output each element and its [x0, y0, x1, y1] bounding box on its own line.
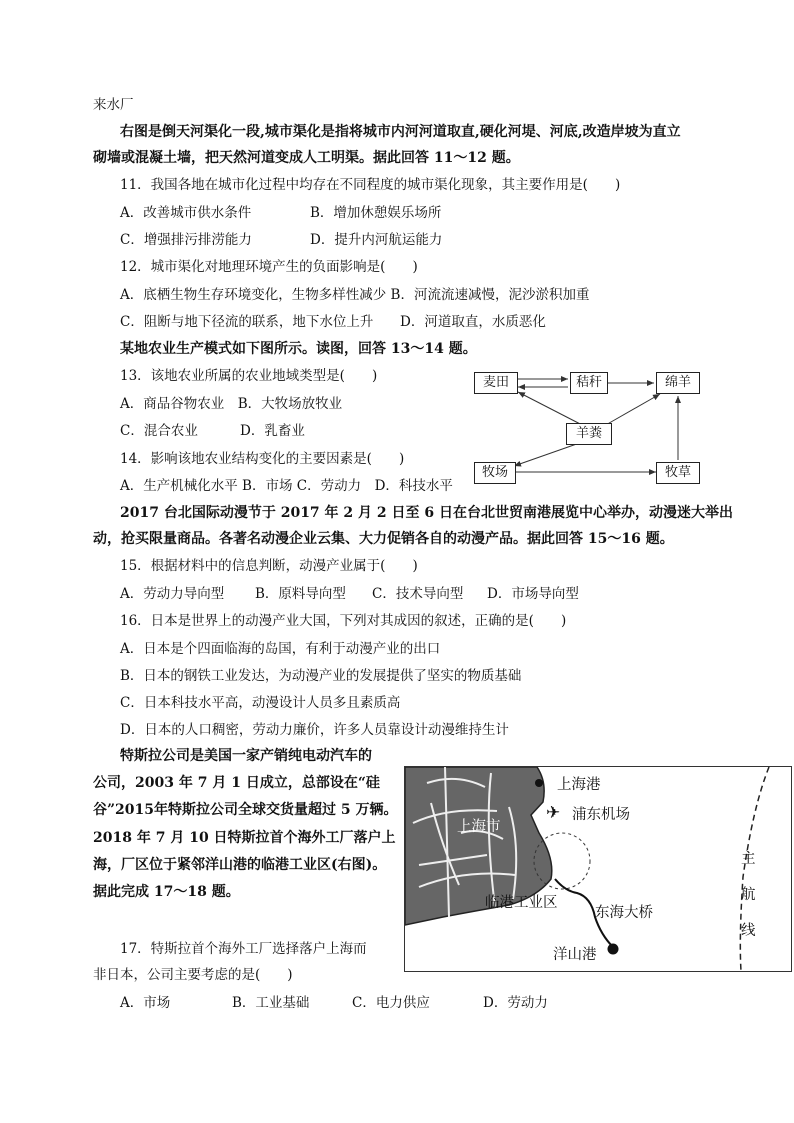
q15-option-b: B．原料导向型 — [255, 586, 346, 602]
q14-options: A．生产机械化水平 B．市场 C．劳动力 D．科技水平 — [120, 478, 453, 494]
airplane-icon: ✈ — [546, 803, 561, 823]
q11-stem: 11．我国各地在城市化过程中均存在不同程度的城市渠化现象，其主要作用是( ) — [120, 177, 621, 193]
node-sheep-manure: 羊粪 — [566, 423, 612, 445]
map-graphic — [405, 767, 791, 971]
intro-17-18-line1: 特斯拉公司是美国一家产销纯电动汽车的 — [120, 748, 372, 764]
q12-option-ab: A．底栖生物生存环境变化，生物多样性减少 B．河流流速减慢，泥沙淤积加重 — [120, 287, 590, 303]
q13-option-c: C．混合农业 — [120, 423, 198, 439]
q12-option-d: D．河道取直，水质恶化 — [400, 314, 546, 330]
q17-stem-line2: 非日本，公司主要考虑的是( ) — [93, 967, 293, 983]
q17-option-d: D．劳动力 — [483, 995, 548, 1011]
intro-11-12-line2: 砌墙或混凝土墙，把天然河道变成人工明渠。据此回答 11～12 题。 — [93, 150, 520, 166]
label-pudong-airport: 浦东机场 — [572, 807, 630, 823]
label-shanghai-port: 上海港 — [557, 777, 601, 793]
q14-stem: 14．影响该地农业结构变化的主要因素是( ) — [120, 451, 405, 467]
intro-17-18-line6: 据此完成 17～18 题。 — [93, 884, 240, 900]
agriculture-diagram — [470, 368, 710, 488]
node-wheat-field: 麦田 — [474, 372, 518, 394]
q15-option-a: A．劳动力导向型 — [120, 586, 225, 602]
node-sheep: 绵羊 — [656, 372, 700, 394]
q17-option-b: B．工业基础 — [232, 995, 310, 1011]
intro-15-16-line2: 动，抢买限量商品。各著名动漫企业云集、大力促销各自的动漫产品。据此回答 15～16 题。 — [93, 531, 674, 547]
q12-option-c: C．阻断与地下径流的联系，地下水位上升 — [120, 314, 374, 330]
label-shipping-route-2: 航 — [741, 887, 756, 903]
q16-option-d: D．日本的人口稠密，劳动力廉价，许多人员靠设计动漫维持生计 — [120, 722, 509, 738]
q15-option-d: D．市场导向型 — [487, 586, 579, 602]
label-donghai-bridge: 东海大桥 — [595, 905, 653, 921]
top-fragment: 来水厂 — [93, 97, 134, 113]
q13-stem: 13．该地农业所属的农业地域类型是( ) — [120, 368, 378, 384]
q11-option-a: A．改善城市供水条件 — [120, 205, 252, 221]
node-straw: 秸秆 — [570, 372, 608, 394]
intro-17-18-line5: 海，厂区位于紧邻洋山港的临港工业区(右图)。 — [93, 857, 387, 873]
intro-15-16-line1: 2017 台北国际动漫节于 2017 年 2 月 2 日至 6 日在台北世贸南港展览中心举办，动漫迷大举出 — [120, 505, 734, 521]
shanghai-map — [404, 766, 792, 972]
intro-17-18-line2: 公司，2003 年 7 月 1 日成立，总部设在“硅 — [93, 775, 380, 791]
q17-option-a: A．市场 — [120, 995, 171, 1011]
q16-option-b: B．日本的钢铁工业发达，为动漫产业的发展提供了坚实的物质基础 — [120, 668, 522, 684]
label-shanghai-city: 上海市 — [457, 819, 501, 835]
q13-option-ab: A．商品谷物农业 B．大牧场放牧业 — [120, 396, 343, 412]
q16-option-c: C．日本科技水平高，动漫设计人员多且素质高 — [120, 695, 401, 711]
intro-13-14: 某地农业生产模式如下图所示。读图，回答 13～14 题。 — [120, 341, 477, 357]
q12-stem: 12．城市渠化对地理环境产生的负面影响是( ) — [120, 259, 418, 275]
intro-17-18-line4: 2018 年 7 月 10 日特斯拉首个海外工厂落户上 — [93, 830, 396, 846]
node-forage-grass: 牧草 — [656, 462, 700, 484]
q15-option-c: C．技术导向型 — [372, 586, 464, 602]
q15-stem: 15．根据材料中的信息判断，动漫产业属于( ) — [120, 558, 418, 574]
intro-17-18-line3: 谷”2015年特斯拉公司全球交货量超过 5 万辆。 — [93, 802, 398, 818]
node-pasture: 牧场 — [474, 462, 516, 484]
intro-11-12-line1: 右图是倒天河渠化一段,城市渠化是指将城市内河河道取直,硬化河堤、河底,改造岸坡为直立 — [120, 124, 681, 140]
label-lingang-industrial-zone: 临港工业区 — [485, 895, 558, 911]
q17-option-c: C．电力供应 — [352, 995, 430, 1011]
q11-option-d: D．提升内河航运能力 — [310, 232, 443, 248]
label-yangshan-port: 洋山港 — [553, 947, 597, 963]
q17-stem-line1: 17．特斯拉首个海外工厂选择落户上海而 — [120, 941, 367, 957]
q11-option-c: C．增强排污排涝能力 — [120, 232, 252, 248]
q16-stem: 16．日本是世界上的动漫产业大国，下列对其成因的叙述，正确的是( ) — [120, 613, 567, 629]
label-shipping-route-1: 主 — [741, 851, 756, 867]
label-shipping-route-3: 线 — [741, 923, 756, 939]
q16-option-a: A．日本是个四面临海的岛国，有利于动漫产业的出口 — [120, 641, 441, 657]
q11-option-b: B．增加休憩娱乐场所 — [310, 205, 442, 221]
q13-option-d: D．乳畜业 — [240, 423, 305, 439]
